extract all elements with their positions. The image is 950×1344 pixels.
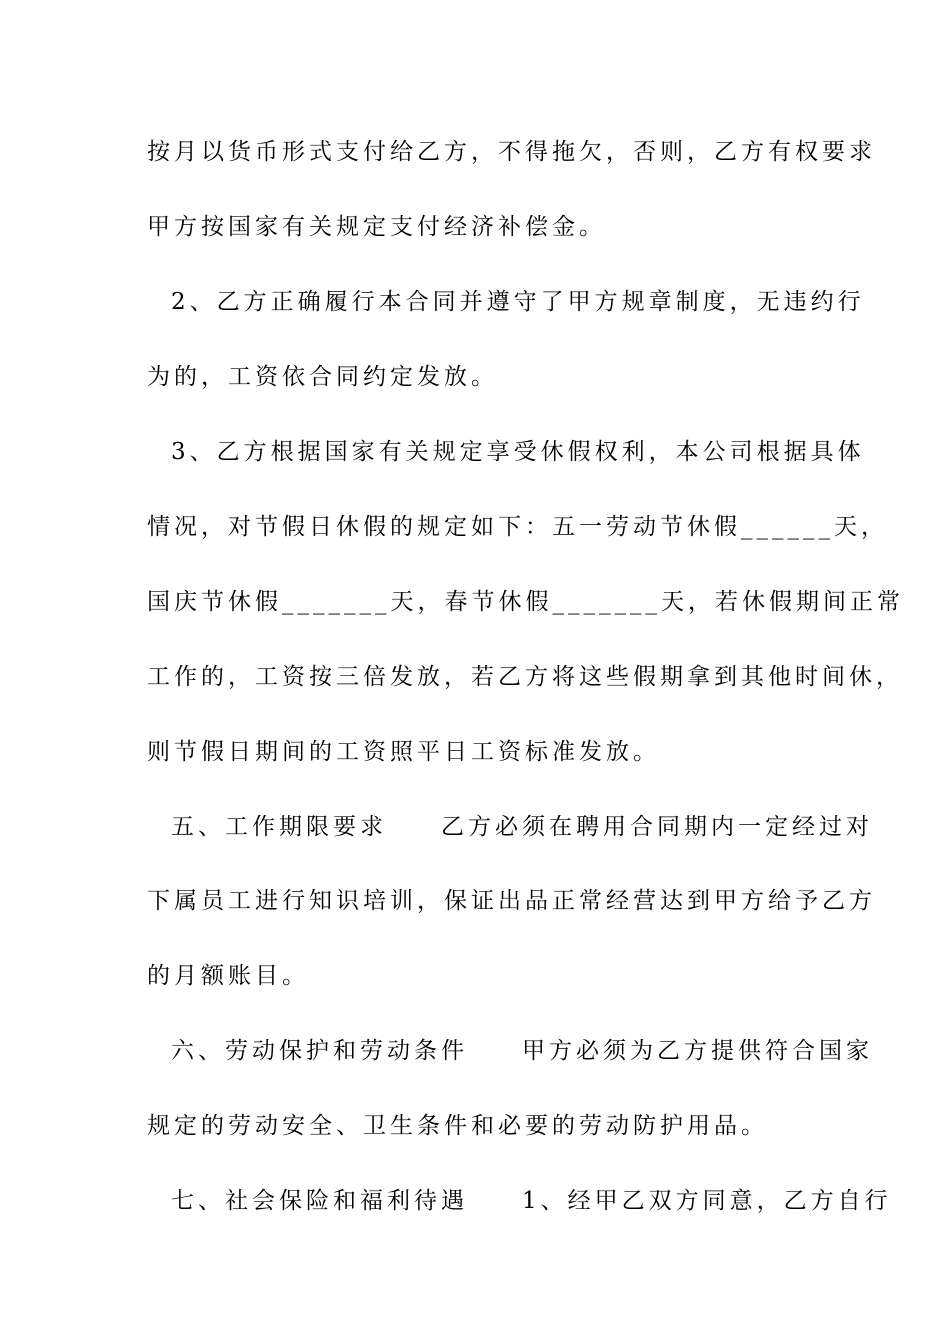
- text-line: 的月额账目。: [147, 963, 309, 989]
- text-line: 甲方按国家有关规定支付经济补偿金。: [147, 214, 606, 240]
- text-line: 为的，工资依合同约定发放。: [147, 364, 498, 390]
- text-line: 规定的劳动安全、卫生条件和必要的劳动防护用品。: [147, 1113, 768, 1139]
- text-line: 工作的，工资按三倍发放，若乙方将这些假期拿到其他时间休，: [147, 664, 903, 690]
- text-line: 2、乙方正确履行本合同并遵守了甲方规章制度，无违约行: [171, 289, 865, 315]
- section-heading-line: 七、社会保险和福利待遇 1、经甲乙双方同意，乙方自行: [171, 1188, 892, 1214]
- section-heading-line: 六、劳动保护和劳动条件 甲方必须为乙方提供符合国家: [171, 1038, 873, 1064]
- text-line: 则节假日期间的工资照平日工资标准发放。: [147, 739, 660, 765]
- text-line: 情况，对节假日休假的规定如下：五一劳动节休假______天，: [147, 514, 888, 540]
- text-line: 国庆节休假_______天，春节休假_______天，若休假期间正常: [147, 589, 904, 615]
- section-heading-line: 五、工作期限要求 乙方必须在聘用合同期内一定经过对: [171, 814, 873, 840]
- text-line: 按月以货币形式支付给乙方，不得拖欠，否则，乙方有权要求: [147, 139, 876, 165]
- text-line: 下属员工进行知识培训，保证出品正常经营达到甲方给予乙方: [147, 888, 876, 914]
- text-line: 3、乙方根据国家有关规定享受休假权利，本公司根据具体: [171, 439, 865, 465]
